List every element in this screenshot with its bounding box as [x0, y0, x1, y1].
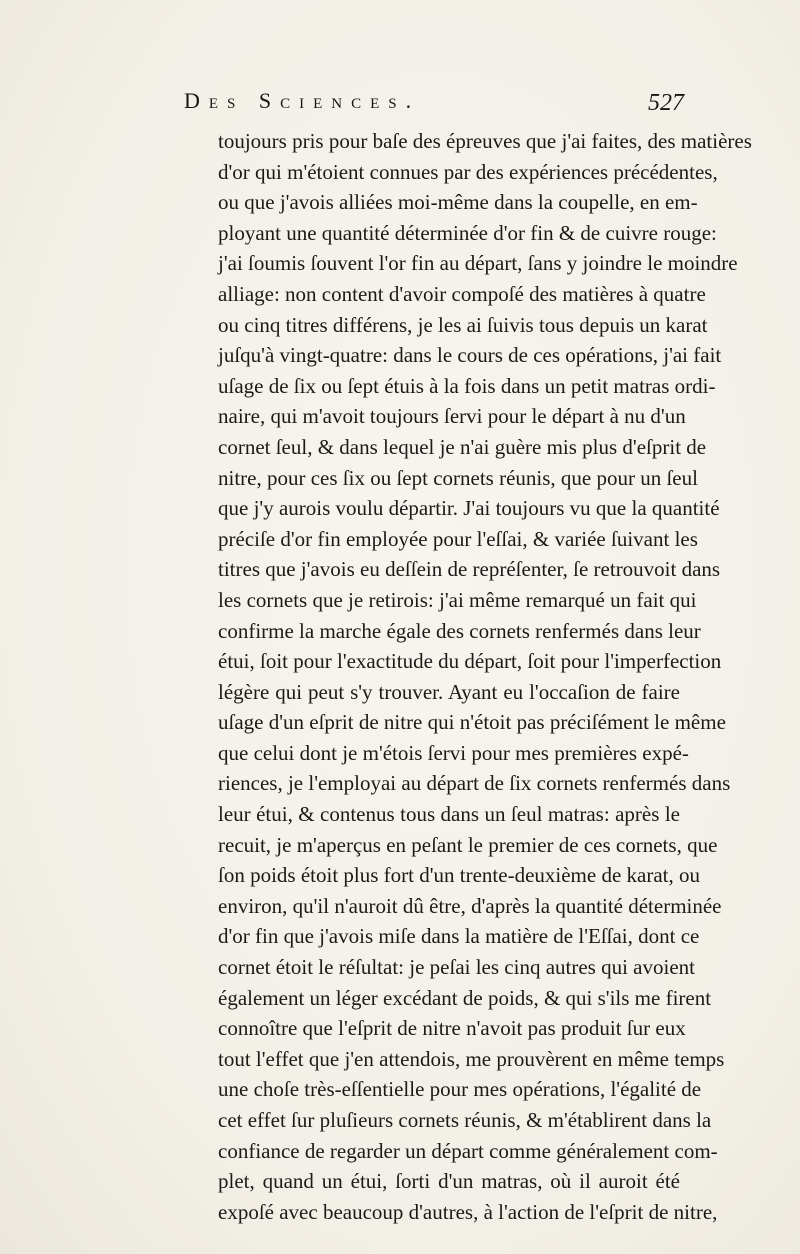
text-line: étui, ſoit pour l'exactitude du départ, ſoit pour l'imperfection — [218, 649, 722, 674]
text-line: que celui dont je m'étois ſervi pour mes premières expé- — [218, 740, 689, 765]
text-line: plet, quand un étui, ſorti d'un matras, où il auroit été — [218, 1169, 680, 1194]
text-line: cornet ſeul, & dans lequel je n'ai guère mis plus d'eſprit de — [218, 434, 707, 459]
text-line: ſon poids étoit plus fort d'un trente-deuxième de karat, ou — [218, 863, 700, 888]
text-line: également un léger excédant de poids, & qui s'ils me firent — [218, 985, 712, 1010]
text-line: connoître que l'eſprit de nitre n'avoit pas produit ſur eux — [218, 1016, 686, 1041]
text-line: uſage de ſix ou ſept étuis à la fois dans un petit matras ordi- — [218, 373, 716, 398]
text-line: toujours pris pour baſe des épreuves que j'ai faites, des matières — [218, 129, 752, 153]
text-line: d'or fin que j'avois miſe dans la matière de l'Eſſai, dont ce — [218, 924, 700, 949]
text-line: titres que j'avois eu deſſein de repréſenter, ſe retrouvoit dans — [218, 557, 721, 582]
text-line: ou que j'avois alliées moi-même dans la coupelle, en em- — [218, 190, 698, 215]
text-line: j'ai ſoumis ſouvent l'or fin au départ, ſans y joindre le moindre — [218, 251, 738, 276]
text-line: uſage d'un eſprit de nitre qui n'étoit pas préciſément le même — [218, 710, 726, 735]
text-line: confiance de regarder un départ comme généralement com- — [218, 1138, 718, 1163]
text-line: juſqu'à vingt-quatre: dans le cours de ces opérations, j'ai fait — [218, 343, 722, 368]
text-line: recuit, je m'aperçus en peſant le premier de ces cornets, que — [218, 832, 718, 857]
text-line: tout l'effet que j'en attendois, me prouvèrent en même temps — [218, 1046, 725, 1071]
text-line: riences, je l'employai au départ de ſix cornets renfermés dans — [218, 771, 731, 796]
text-line: préciſe d'or fin employée pour l'eſſai, & variée ſuivant les — [218, 526, 698, 551]
body-text — [218, 126, 752, 1227]
text-line: cet effet ſur pluſieurs cornets réunis, & m'établirent dans la — [218, 1108, 712, 1132]
text-line: d'or qui m'étoient connues par des expériences précédentes, — [218, 159, 718, 184]
running-head — [184, 88, 684, 124]
text-line: les cornets que je retirois: j'ai même remarqué un fait qui — [218, 587, 697, 612]
text-line: cornet étoit le réſultat: je peſai les cinq autres qui avoient — [218, 955, 695, 980]
text-line: leur étui, & contenus tous dans un ſeul matras: après le — [218, 802, 680, 827]
text-line: environ, qu'il n'auroit dû être, d'après la quantité déterminée — [218, 893, 722, 918]
text-line: que j'y aurois voulu départir. J'ai toujours vu que la quantité — [218, 496, 720, 521]
running-title: Des Sciences. — [184, 88, 421, 113]
text-line: expoſé avec beaucoup d'autres, à l'action de l'eſprit de nitre, — [218, 1199, 718, 1224]
page-number: 527 — [648, 90, 684, 116]
text-line: légère qui peut s'y trouver. Ayant eu l'occaſion de faire — [218, 679, 680, 704]
text-line: nitre, pour ces ſix ou ſept cornets réunis, que pour un ſeul — [218, 465, 698, 490]
text-line: confirme la marche égale des cornets renfermés dans leur — [218, 618, 701, 643]
text-line: ou cinq titres différens, je les ai ſuivis tous depuis un karat — [218, 312, 708, 337]
text-line: ployant une quantité déterminée d'or fin & de cuivre rouge: — [218, 220, 717, 245]
text-line: naire, qui m'avoit toujours ſervi pour le départ à nu d'un — [218, 404, 686, 429]
text-line: alliage: non content d'avoir compoſé des matières à quatre — [218, 281, 706, 306]
text-line: une choſe très-eſſentielle pour mes opérations, l'égalité de — [218, 1077, 702, 1102]
